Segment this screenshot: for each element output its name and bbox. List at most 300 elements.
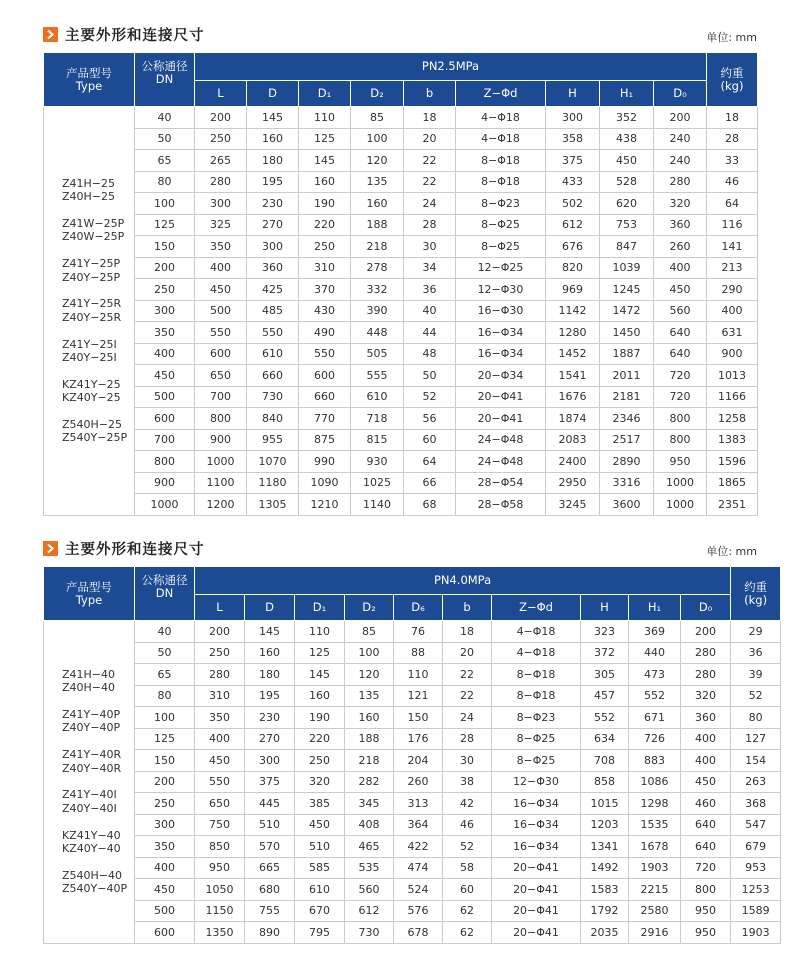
table-cell: 2916 <box>629 922 681 944</box>
table-cell: 250 <box>299 236 351 258</box>
table-cell: 2083 <box>546 429 600 451</box>
table-cell: 2035 <box>581 922 629 944</box>
table-cell: 135 <box>345 685 394 707</box>
table-cell: 1100 <box>195 472 247 494</box>
table-cell: 110 <box>394 664 443 686</box>
table-cell: 1039 <box>600 257 654 279</box>
table-cell: 408 <box>345 814 394 836</box>
table-cell: 900 <box>135 472 195 494</box>
table-row <box>44 879 781 901</box>
table-cell: 1000 <box>135 494 195 516</box>
table-cell: 2011 <box>600 365 654 387</box>
table-cell: 4−Φ18 <box>456 128 546 150</box>
table-row <box>44 922 781 944</box>
table-cell: 100 <box>135 193 195 215</box>
unit-label: 单位: mm <box>706 31 757 44</box>
table-cell: 8−Φ25 <box>456 236 546 258</box>
table-cell: 450 <box>135 365 195 387</box>
table-cell: 900 <box>195 429 247 451</box>
table-cell: 600 <box>135 408 195 430</box>
table-cell: 2351 <box>707 494 758 516</box>
table-cell: 1050 <box>195 879 245 901</box>
unit-label: 单位: mm <box>706 545 757 558</box>
table-cell: 1090 <box>299 472 351 494</box>
table-cell: 8−Φ18 <box>492 664 581 686</box>
table-cell: 300 <box>546 107 600 129</box>
table-cell: 230 <box>245 707 295 729</box>
table-cell: 634 <box>581 728 629 750</box>
table-cell: 8−Φ23 <box>492 707 581 729</box>
table-cell: 230 <box>247 193 299 215</box>
table-cell: 100 <box>135 707 195 729</box>
table-cell: 375 <box>245 771 295 793</box>
table-cell: 190 <box>295 707 345 729</box>
table-cell: 352 <box>600 107 654 129</box>
table-cell: 552 <box>581 707 629 729</box>
table-cell: 16−Φ34 <box>456 343 546 365</box>
table-cell: 8−Φ23 <box>456 193 546 215</box>
table-cell: 80 <box>731 707 781 729</box>
table-cell: 204 <box>394 750 443 772</box>
table-cell: 64 <box>707 193 758 215</box>
table-cell: 50 <box>135 642 195 664</box>
table-cell: 720 <box>654 365 707 387</box>
table-cell: 200 <box>135 257 195 279</box>
table-cell: 320 <box>681 685 731 707</box>
table-cell: 160 <box>299 171 351 193</box>
product-type-list: Z41H−40 Z40H−40 Z41Y−40P Z40Y−40P Z41Y−40R Z40Y−40R Z41Y−40I Z40Y−40I KZ41Y−40 KZ40Y−40 Z540H−40 Z540Y−40P <box>44 621 135 944</box>
table-cell: 718 <box>351 408 404 430</box>
table-row <box>44 236 758 258</box>
table-cell: 8−Φ18 <box>456 150 546 172</box>
table-cell: 300 <box>247 236 299 258</box>
table-cell: 890 <box>245 922 295 944</box>
table-cell: 110 <box>295 621 345 643</box>
column-header: D₂ <box>351 81 404 107</box>
table-cell: 640 <box>681 836 731 858</box>
table-cell: 260 <box>394 771 443 793</box>
table-cell: 160 <box>345 707 394 729</box>
table-cell: 280 <box>681 642 731 664</box>
table-cell: 1874 <box>546 408 600 430</box>
table-cell: 300 <box>195 193 247 215</box>
table-cell: 552 <box>629 685 681 707</box>
table-cell: 524 <box>394 879 443 901</box>
dimension-table <box>43 52 758 516</box>
table-row <box>44 408 758 430</box>
table-cell: 350 <box>195 707 245 729</box>
table-row <box>44 386 758 408</box>
table-cell: 29 <box>731 621 781 643</box>
table-cell: 195 <box>245 685 295 707</box>
table-cell: 450 <box>195 279 247 301</box>
table-cell: 8−Φ25 <box>492 750 581 772</box>
section-title: 主要外形和连接尺寸 <box>65 28 205 44</box>
table-cell: 1865 <box>707 472 758 494</box>
table-cell: 1140 <box>351 494 404 516</box>
column-header: D₁ <box>299 81 351 107</box>
table-cell: 313 <box>394 793 443 815</box>
table-cell: 1350 <box>195 922 245 944</box>
table-cell: 450 <box>654 279 707 301</box>
table-cell: 22 <box>443 664 492 686</box>
table-cell: 678 <box>394 922 443 944</box>
table-cell: 150 <box>135 236 195 258</box>
table-cell: 34 <box>404 257 456 279</box>
table-cell: 4−Φ18 <box>492 621 581 643</box>
table-cell: 474 <box>394 857 443 879</box>
table-cell: 150 <box>394 707 443 729</box>
table-cell: 20−Φ34 <box>456 365 546 387</box>
table-cell: 270 <box>247 214 299 236</box>
table-cell: 24 <box>443 707 492 729</box>
table-cell: 650 <box>195 365 247 387</box>
table-cell: 8−Φ18 <box>456 171 546 193</box>
table-cell: 325 <box>195 214 247 236</box>
table-cell: 28 <box>707 128 758 150</box>
column-header: H₁ <box>629 595 681 621</box>
table-cell: 50 <box>135 128 195 150</box>
table-cell: 2517 <box>600 429 654 451</box>
table-cell: 20 <box>443 642 492 664</box>
column-header: D₂ <box>345 595 394 621</box>
table-cell: 485 <box>247 300 299 322</box>
table-cell: 800 <box>654 408 707 430</box>
table-cell: 1305 <box>247 494 299 516</box>
table-cell: 815 <box>351 429 404 451</box>
table-cell: 2950 <box>546 472 600 494</box>
table-cell: 730 <box>345 922 394 944</box>
table-cell: 2346 <box>600 408 654 430</box>
table-cell: 1000 <box>654 494 707 516</box>
header-pressure: PN2.5MPa <box>195 53 707 81</box>
table-cell: 40 <box>135 621 195 643</box>
table-cell: 20−Φ41 <box>492 857 581 879</box>
table-cell: 145 <box>247 107 299 129</box>
column-header: b <box>443 595 492 621</box>
table-cell: 250 <box>195 642 245 664</box>
table-cell: 12−Φ30 <box>456 279 546 301</box>
table-cell: 547 <box>731 814 781 836</box>
table-cell: 350 <box>195 236 247 258</box>
table-row <box>44 279 758 301</box>
arrow-marker-icon <box>43 541 58 556</box>
table-cell: 438 <box>600 128 654 150</box>
table-cell: 8−Φ18 <box>492 685 581 707</box>
table-cell: 323 <box>581 621 629 643</box>
table-cell: 280 <box>195 171 247 193</box>
table-row <box>44 771 781 793</box>
table-cell: 220 <box>295 728 345 750</box>
column-header: b <box>404 81 456 107</box>
table-cell: 52 <box>731 685 781 707</box>
header-dn: 公称通径 DN <box>135 567 195 621</box>
table-cell: 820 <box>546 257 600 279</box>
table-row <box>44 300 758 322</box>
table-cell: 141 <box>707 236 758 258</box>
table-cell: 535 <box>345 857 394 879</box>
table-cell: 640 <box>681 814 731 836</box>
table-cell: 280 <box>195 664 245 686</box>
table-cell: 660 <box>247 365 299 387</box>
column-header: D₁ <box>295 595 345 621</box>
table-cell: 3245 <box>546 494 600 516</box>
table-cell: 364 <box>394 814 443 836</box>
table-cell: 290 <box>707 279 758 301</box>
table-cell: 1086 <box>629 771 681 793</box>
table-cell: 460 <box>681 793 731 815</box>
table-cell: 490 <box>299 322 351 344</box>
table-cell: 465 <box>345 836 394 858</box>
table-cell: 65 <box>135 150 195 172</box>
table-cell: 1203 <box>581 814 629 836</box>
table-cell: 1070 <box>247 451 299 473</box>
table-cell: 66 <box>404 472 456 494</box>
table-cell: 1678 <box>629 836 681 858</box>
table-cell: 1676 <box>546 386 600 408</box>
table-cell: 875 <box>299 429 351 451</box>
table-cell: 320 <box>295 771 345 793</box>
table-cell: 200 <box>681 621 731 643</box>
table-cell: 65 <box>135 664 195 686</box>
table-cell: 950 <box>195 857 245 879</box>
table-cell: 505 <box>351 343 404 365</box>
table-cell: 30 <box>404 236 456 258</box>
table-cell: 240 <box>654 150 707 172</box>
table-cell: 280 <box>654 171 707 193</box>
table-cell: 450 <box>295 814 345 836</box>
table-cell: 125 <box>299 128 351 150</box>
table-cell: 44 <box>404 322 456 344</box>
table-row <box>44 257 758 279</box>
table-cell: 1258 <box>707 408 758 430</box>
table-cell: 50 <box>404 365 456 387</box>
table-cell: 368 <box>731 793 781 815</box>
column-header: L <box>195 81 247 107</box>
table-cell: 671 <box>629 707 681 729</box>
table-cell: 950 <box>681 900 731 922</box>
table-cell: 1166 <box>707 386 758 408</box>
table-cell: 22 <box>404 150 456 172</box>
table-cell: 22 <box>404 171 456 193</box>
table-cell: 660 <box>299 386 351 408</box>
table-cell: 121 <box>394 685 443 707</box>
table-cell: 80 <box>135 685 195 707</box>
table-cell: 358 <box>546 128 600 150</box>
table-cell: 320 <box>654 193 707 215</box>
table-cell: 631 <box>707 322 758 344</box>
table-cell: 755 <box>245 900 295 922</box>
table-cell: 125 <box>135 214 195 236</box>
table-cell: 400 <box>195 728 245 750</box>
table-cell: 18 <box>707 107 758 129</box>
table-cell: 2580 <box>629 900 681 922</box>
table-cell: 8−Φ25 <box>492 728 581 750</box>
table-cell: 16−Φ34 <box>456 322 546 344</box>
table-cell: 1887 <box>600 343 654 365</box>
table-cell: 250 <box>295 750 345 772</box>
table-cell: 600 <box>299 365 351 387</box>
table-row <box>44 750 781 772</box>
table-cell: 28 <box>404 214 456 236</box>
table-cell: 1492 <box>581 857 629 879</box>
table-cell: 390 <box>351 300 404 322</box>
table-cell: 28 <box>443 728 492 750</box>
table-cell: 58 <box>443 857 492 879</box>
table-cell: 12−Φ25 <box>456 257 546 279</box>
table-cell: 280 <box>681 664 731 686</box>
table-cell: 20−Φ41 <box>456 386 546 408</box>
table-cell: 8−Φ25 <box>456 214 546 236</box>
header-type: 产品型号 Type <box>44 567 135 621</box>
table-cell: 400 <box>135 857 195 879</box>
table-cell: 62 <box>443 900 492 922</box>
table-row <box>44 685 781 707</box>
table-cell: 160 <box>247 128 299 150</box>
table-cell: 263 <box>731 771 781 793</box>
table-cell: 1589 <box>731 900 781 922</box>
table-cell: 116 <box>707 214 758 236</box>
table-cell: 770 <box>299 408 351 430</box>
table-cell: 218 <box>351 236 404 258</box>
table-cell: 1015 <box>581 793 629 815</box>
table-cell: 20−Φ41 <box>492 922 581 944</box>
table-cell: 422 <box>394 836 443 858</box>
table-cell: 1200 <box>195 494 247 516</box>
table-cell: 213 <box>707 257 758 279</box>
table-cell: 16−Φ34 <box>492 814 581 836</box>
table-cell: 4−Φ18 <box>492 642 581 664</box>
table-cell: 550 <box>247 322 299 344</box>
table-row <box>44 900 781 922</box>
table-cell: 100 <box>345 642 394 664</box>
table-cell: 85 <box>351 107 404 129</box>
table-cell: 448 <box>351 322 404 344</box>
table-cell: 46 <box>443 814 492 836</box>
header-pressure: PN4.0MPa <box>195 567 731 595</box>
table-cell: 310 <box>299 257 351 279</box>
table-cell: 100 <box>351 128 404 150</box>
section-pn25 <box>43 22 757 516</box>
table-cell: 883 <box>629 750 681 772</box>
table-cell: 33 <box>707 150 758 172</box>
table-cell: 953 <box>731 857 781 879</box>
table-cell: 1541 <box>546 365 600 387</box>
table-cell: 1280 <box>546 322 600 344</box>
table-cell: 16−Φ30 <box>456 300 546 322</box>
header-weight: 约重 (kg) <box>707 53 758 107</box>
table-cell: 190 <box>299 193 351 215</box>
table-cell: 1013 <box>707 365 758 387</box>
table-cell: 145 <box>295 664 345 686</box>
table-cell: 24−Φ48 <box>456 429 546 451</box>
table-cell: 385 <box>295 793 345 815</box>
table-cell: 56 <box>404 408 456 430</box>
table-cell: 20 <box>404 128 456 150</box>
table-cell: 1210 <box>299 494 351 516</box>
table-cell: 640 <box>654 343 707 365</box>
table-cell: 38 <box>443 771 492 793</box>
table-cell: 1535 <box>629 814 681 836</box>
table-cell: 1792 <box>581 900 629 922</box>
table-cell: 360 <box>654 214 707 236</box>
table-cell: 24 <box>404 193 456 215</box>
table-cell: 433 <box>546 171 600 193</box>
table-cell: 260 <box>654 236 707 258</box>
table-cell: 360 <box>681 707 731 729</box>
table-cell: 40 <box>135 107 195 129</box>
table-cell: 154 <box>731 750 781 772</box>
table-cell: 2400 <box>546 451 600 473</box>
table-cell: 52 <box>443 836 492 858</box>
table-cell: 450 <box>135 879 195 901</box>
section-pn40 <box>43 536 770 944</box>
table-cell: 955 <box>247 429 299 451</box>
column-header: L <box>195 595 245 621</box>
table-cell: 1472 <box>600 300 654 322</box>
table-cell: 1341 <box>581 836 629 858</box>
table-cell: 680 <box>245 879 295 901</box>
table-row <box>44 621 781 643</box>
column-header: D <box>245 595 295 621</box>
section-heading <box>43 536 757 562</box>
table-cell: 250 <box>135 793 195 815</box>
table-cell: 42 <box>443 793 492 815</box>
table-cell: 500 <box>135 386 195 408</box>
table-cell: 135 <box>351 171 404 193</box>
table-cell: 720 <box>681 857 731 879</box>
table-cell: 180 <box>245 664 295 686</box>
table-row <box>44 472 758 494</box>
table-row <box>44 343 758 365</box>
table-cell: 400 <box>654 257 707 279</box>
table-cell: 990 <box>299 451 351 473</box>
table-cell: 345 <box>345 793 394 815</box>
table-row <box>44 322 758 344</box>
column-header: D <box>247 81 299 107</box>
table-row <box>44 814 781 836</box>
table-cell: 800 <box>195 408 247 430</box>
column-header: H <box>546 81 600 107</box>
table-cell: 750 <box>195 814 245 836</box>
table-cell: 1298 <box>629 793 681 815</box>
table-row <box>44 429 758 451</box>
table-cell: 612 <box>345 900 394 922</box>
table-cell: 400 <box>195 257 247 279</box>
table-cell: 612 <box>546 214 600 236</box>
table-cell: 85 <box>345 621 394 643</box>
table-cell: 160 <box>295 685 345 707</box>
table-row <box>44 664 781 686</box>
table-cell: 350 <box>135 322 195 344</box>
table-cell: 265 <box>195 150 247 172</box>
table-cell: 795 <box>295 922 345 944</box>
table-cell: 176 <box>394 728 443 750</box>
table-row <box>44 793 781 815</box>
table-cell: 700 <box>195 386 247 408</box>
table-cell: 576 <box>394 900 443 922</box>
table-cell: 500 <box>135 900 195 922</box>
table-cell: 150 <box>135 750 195 772</box>
table-cell: 28−Φ54 <box>456 472 546 494</box>
table-cell: 30 <box>443 750 492 772</box>
table-cell: 22 <box>443 685 492 707</box>
table-cell: 502 <box>546 193 600 215</box>
table-cell: 16−Φ34 <box>492 793 581 815</box>
table-cell: 425 <box>247 279 299 301</box>
table-cell: 726 <box>629 728 681 750</box>
table-cell: 1452 <box>546 343 600 365</box>
